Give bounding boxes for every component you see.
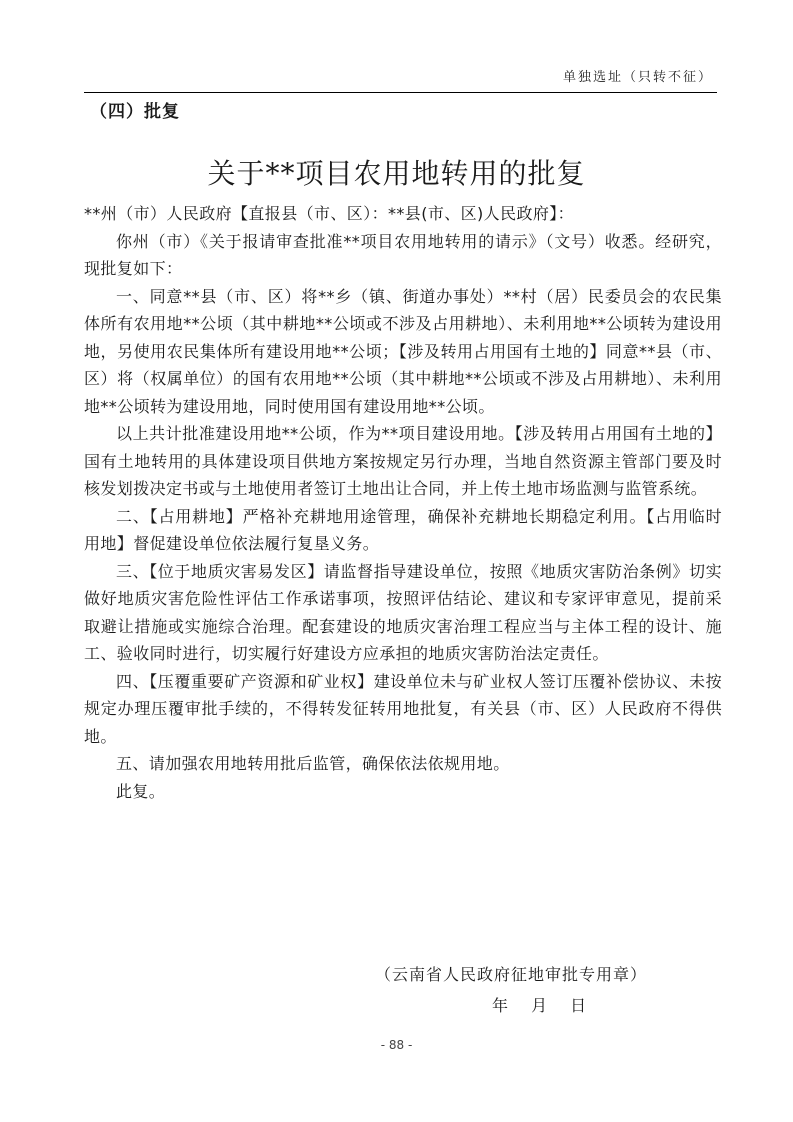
running-header: 单独选址（只转不征） [562, 70, 713, 85]
paragraph-item-4: 四、【压覆重要矿产资源和矿业权】建设单位未与矿业权人签订压覆补偿协议、未按规定办理压覆审批手续的，不得转发征转用地批复，有关县（市、区）人民政府不得供地。 [84, 671, 722, 746]
paragraph-item-3: 三、【位于地质灾害易发区】请监督指导建设单位，按照《地质灾害防治条例》切实做好地质灾害危险性评估工作承诺事项，按照评估结论、建议和专家评审意见，提前采取避让措施或实施综合治理。配套建设的地质灾害治理工程应当与主体工程的设计、施工、验收同时进行，切实履行好建设方应承担的地质灾害防治法定责任。 [84, 561, 722, 663]
seal-text: （云南省人民政府征地审批专用章） [375, 965, 648, 984]
closing-line: 此复。 [116, 781, 166, 801]
paragraph-approval-total: 以上共计批准建设用地**公顷，作为**项目建设用地。【涉及转用占用国有土地的】国有土地转用的具体建设项目供地方案按规定另行办理，当地自然资源主管部门要及时核发划拨决定书或与土地使用者签订土地出让合同，并上传土地市场监测与监管系统。 [84, 424, 722, 498]
paragraph-item-2: 二、【占用耕地】严格补充耕地用途管理，确保补充耕地长期稳定利用。【占用临时用地】督促建设单位依法履行复垦义务。 [84, 506, 722, 553]
document-body [84, 200, 722, 805]
section-label: （四）批复 [90, 102, 180, 122]
paragraph-item-1: 一、同意**县（市、区）将**乡（镇、街道办事处）**村（居）民委员会的农民集体所有农用地**公顷（其中耕地**公顷或不涉及占用耕地）、未利用地**公顷转为建设用地，另使用农民集体所有建设用地**公顷；【涉及转用占用国有土地的】同意**县（市、区）将（权属单位）的国有农用地**公顷（其中耕地**公顷或不涉及占用耕地）、未利用地**公顷转为建设用地，同时使用国有建设用地**公顷。 [84, 286, 722, 416]
header-divider [84, 92, 717, 93]
date-line: 年 月 日 [492, 996, 596, 1015]
addressee-line: **州（市）人民政府【直报县（市、区）：**县(市、区)人民政府】： [84, 204, 575, 223]
document-title: 关于**项目农用地转用的批复 [207, 157, 586, 190]
paragraph-intro: 你州（市）《关于报请审查批准**项目农用地转用的请示》（文号）收悉。经研究，现批复如下： [84, 231, 722, 278]
page-number: - 88 - [380, 1038, 413, 1052]
paragraph-item-5: 五、请加强农用地转用批后监管，确保依法依规用地。 [116, 754, 510, 773]
